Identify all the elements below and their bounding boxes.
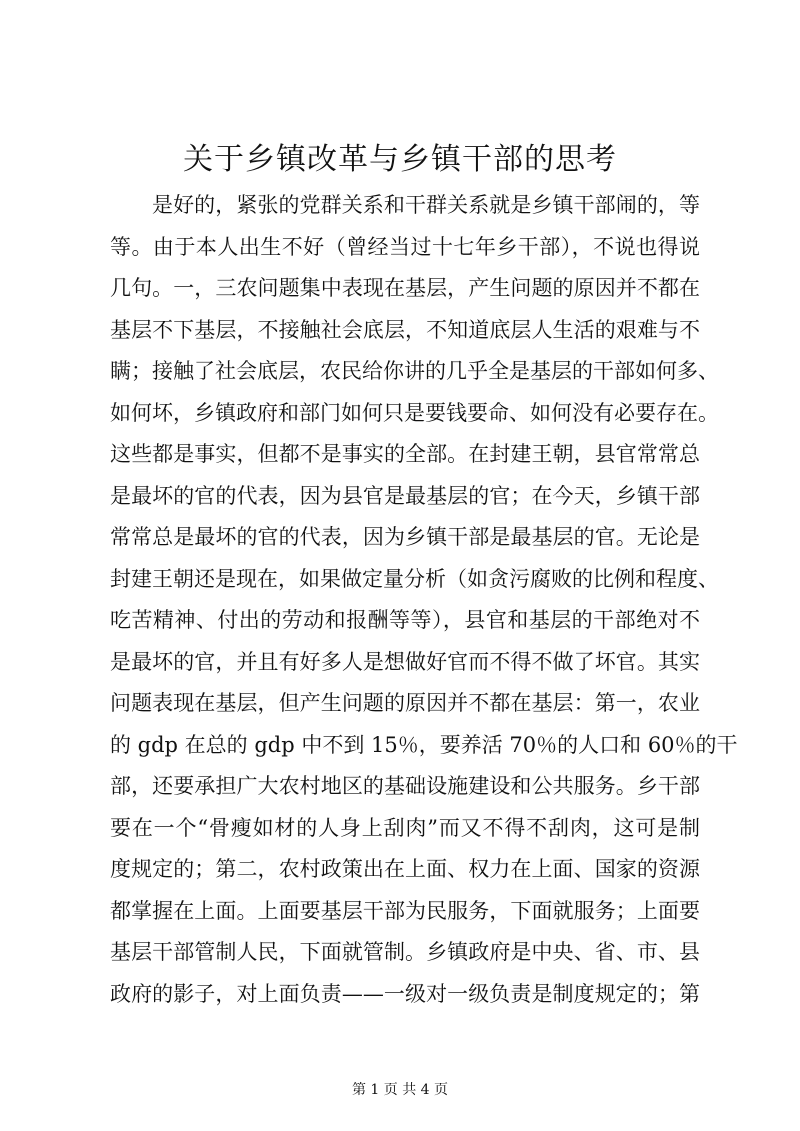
body-line: 是好的，紧张的党群关系和干群关系就是乡镇干部闹的，等 (152, 193, 700, 217)
document-body (110, 185, 738, 1015)
body-line: 几句。一，三农问题集中表现在基层，产生问题的原因并不都在 (110, 276, 700, 300)
body-line: 的 gdp 在总的 gdp 中不到 15％，要养活 70％的人口和 60％的干 (110, 732, 738, 757)
body-line: 常常总是最坏的官的代表，因为乡镇干部是最基层的官。无论是 (110, 525, 700, 549)
body-line: 吃苦精神、付出的劳动和报酬等等），县官和基层的干部绝对不 (110, 608, 700, 632)
body-line: 这些都是事实，但都不是事实的全部。在封建王朝，县官常常总 (110, 442, 700, 466)
body-line: 基层不下基层，不接触社会底层，不知道底层人生活的艰难与不 (110, 317, 700, 342)
body-line: 都掌握在上面。上面要基层干部为民服务，下面就服务；上面要 (110, 898, 700, 923)
page-footer: 第 1 页 共 4 页 (351, 1082, 449, 1098)
body-line: 是最坏的官，并且有好多人是想做好官而不得不做了坏官。其实 (110, 649, 700, 674)
body-line: 如何坏，乡镇政府和部门如何只是要钱要命、如何没有必要存在。 (110, 400, 719, 425)
body-line: 要在一个“骨瘦如材的人身上刮肉”而又不得不刮肉，这可是制 (110, 815, 700, 840)
body-line: 等。由于本人出生不好（曾经当过十七年乡干部），不说也得说 (110, 234, 700, 259)
body-line: 度规定的；第二，农村政策出在上面、权力在上面、国家的资源 (110, 857, 700, 881)
body-line: 基层干部管制人民，下面就管制。乡镇政府是中央、省、市、县 (110, 940, 700, 964)
body-line: 政府的影子，对上面负责——一级对一级负责是制度规定的；第 (110, 981, 700, 1006)
body-line: 瞒；接触了社会底层，农民给你讲的几乎全是基层的干部如何多、 (110, 359, 719, 383)
document-title: 关于乡镇改革与乡镇干部的思考 (183, 142, 617, 177)
body-line: 问题表现在基层，但产生问题的原因并不都在基层：第一，农业 (110, 691, 700, 715)
body-line: 封建王朝还是现在，如果做定量分析（如贪污腐败的比例和程度、 (110, 566, 719, 591)
body-line: 部，还要承担广大农村地区的基础设施建设和公共服务。乡干部 (110, 774, 700, 798)
body-line: 是最坏的官的代表，因为县官是最基层的官；在今天，乡镇干部 (110, 483, 700, 508)
